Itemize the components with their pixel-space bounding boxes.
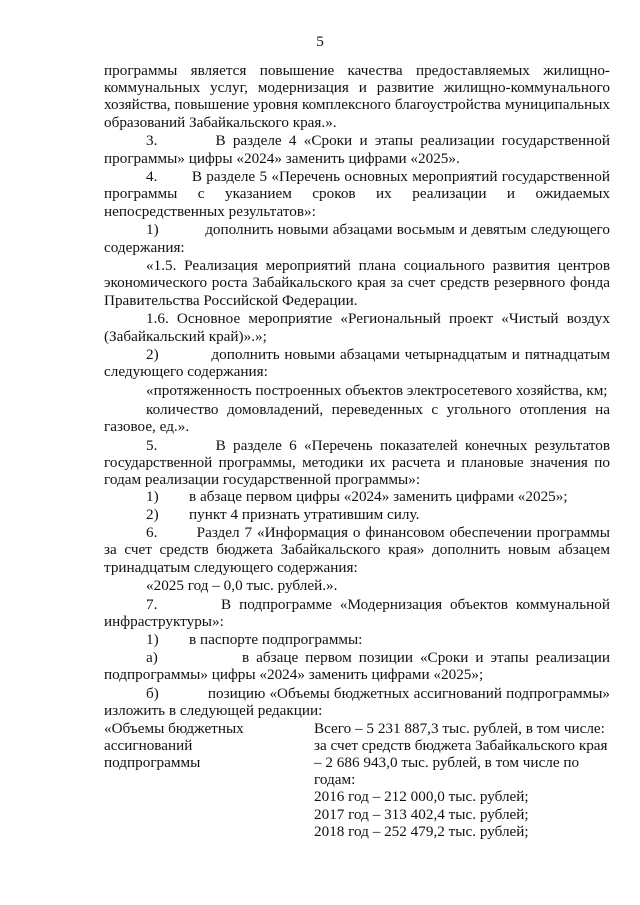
budget-regional: за счет средств бюджета Забайкальского края – 2 686 943,0 тыс. рублей, в том числе по годам: xyxy=(314,736,608,789)
item-number: а) xyxy=(146,649,158,667)
paragraph-subitem-2 xyxy=(104,346,610,380)
paragraph-item-4 xyxy=(104,168,610,220)
paragraph-subitem-a xyxy=(104,649,610,683)
budget-year-2018: 2018 год – 252 479,2 тыс. рублей; xyxy=(314,822,529,840)
document-body xyxy=(104,62,610,840)
page-number: 5 xyxy=(316,33,324,50)
item-number: 1) xyxy=(146,488,159,506)
paragraph-text: дополнить новыми абзацами восьмым и девятым следующего содержания: xyxy=(104,221,611,256)
item-number: 4. xyxy=(146,168,158,186)
paragraph-quote-length: «протяженность построенных объектов электросетевого хозяйства, км; xyxy=(146,382,608,400)
item-number: 2) xyxy=(146,346,159,364)
item-number: 3. xyxy=(146,132,158,150)
paragraph-quote-1-5: «1.5. Реализация мероприятий плана социального развития центров экономического роста Забайкальского края за счет средств резервного фонда Правительства Российской Федерации. xyxy=(104,257,610,309)
paragraph-text: в абзаце первом позиции «Сроки и этапы реализации подпрограммы» цифры «2024» заменить цифрами «2025»; xyxy=(104,649,610,684)
paragraph-text: пункт 4 признать утратившим силу. xyxy=(189,505,420,523)
paragraph-item-5 xyxy=(104,437,610,489)
paragraph-goal-continuation: программы является повышение качества предоставляемых жилищно-коммунальных услуг, модернизация и развитие жилищно-коммунального хозяйства, повышение уровня комплексного благоустройства муниципальных образований Забайкальского края.». xyxy=(104,62,610,131)
item-number: 5. xyxy=(146,436,158,454)
paragraph-subitem-1b xyxy=(104,488,610,505)
paragraph-text: В разделе 6 «Перечень показателей конечных результатов государственной программы, методики их расчета и плановые значения по годам реализации государственной программы»: xyxy=(104,436,610,489)
budget-year-2017: 2017 год – 313 402,4 тыс. рублей; xyxy=(314,805,529,823)
paragraph-text: Раздел 7 «Информация о финансовом обеспечении программы за счет средств бюджета Забайкальского края» дополнить новым абзацем тринадцатым следующего содержания: xyxy=(104,524,610,576)
paragraph-households: количество домовладений, переведенных с угольного отопления на газовое, ед.». xyxy=(104,400,610,436)
item-number: 2) xyxy=(146,505,159,523)
item-number: 1) xyxy=(146,221,159,239)
paragraph-text: В разделе 4 «Сроки и этапы реализации государственной программы» цифры «2024» заменить цифрами «2025». xyxy=(104,132,611,167)
item-number: 7. xyxy=(146,596,158,614)
item-number: 6. xyxy=(146,524,158,542)
paragraph-text: дополнить новыми абзацами четырнадцатым и пятнадцатым следующего содержания: xyxy=(104,346,610,381)
budget-table xyxy=(104,720,610,840)
item-number: б) xyxy=(146,685,159,703)
paragraph-item-6 xyxy=(104,524,610,576)
paragraph-subitem-1c xyxy=(104,631,610,648)
paragraph-1-6: 1.6. Основное мероприятие «Региональный проект «Чистый воздух (Забайкальский край)».»; xyxy=(104,310,610,345)
paragraph-item-3 xyxy=(104,132,610,166)
paragraph-subitem-1 xyxy=(104,221,610,255)
paragraph-text: в паспорте подпрограммы: xyxy=(189,630,363,648)
paragraph-subitem-b xyxy=(104,685,610,719)
item-number: 1) xyxy=(146,630,159,648)
paragraph-text: В разделе 5 «Перечень основных мероприятий государственной программы с указанием сроков их реализации и ожидаемых непосредственных результатов»: xyxy=(104,168,611,220)
paragraph-subitem-2b xyxy=(104,506,610,523)
paragraph-text: позицию «Объемы бюджетных ассигнований подпрограммы» изложить в следующей редакции: xyxy=(104,685,610,720)
paragraph-text: в абзаце первом цифры «2024» заменить цифрами «2025»; xyxy=(189,488,568,506)
paragraph-text: В подпрограмме «Модернизация объектов коммунальной инфраструктуры»: xyxy=(104,596,611,631)
budget-year-2016: 2016 год – 212 000,0 тыс. рублей; xyxy=(314,788,529,806)
budget-table-label: «Объемы бюджетных ассигнований подпрограммы xyxy=(104,719,244,771)
paragraph-2025-quote: «2025 год – 0,0 тыс. рублей.». xyxy=(146,577,338,595)
paragraph-item-7 xyxy=(104,596,610,630)
budget-table-values xyxy=(272,720,610,840)
budget-total: Всего – 5 231 887,3 тыс. рублей, в том числе: xyxy=(314,719,605,737)
